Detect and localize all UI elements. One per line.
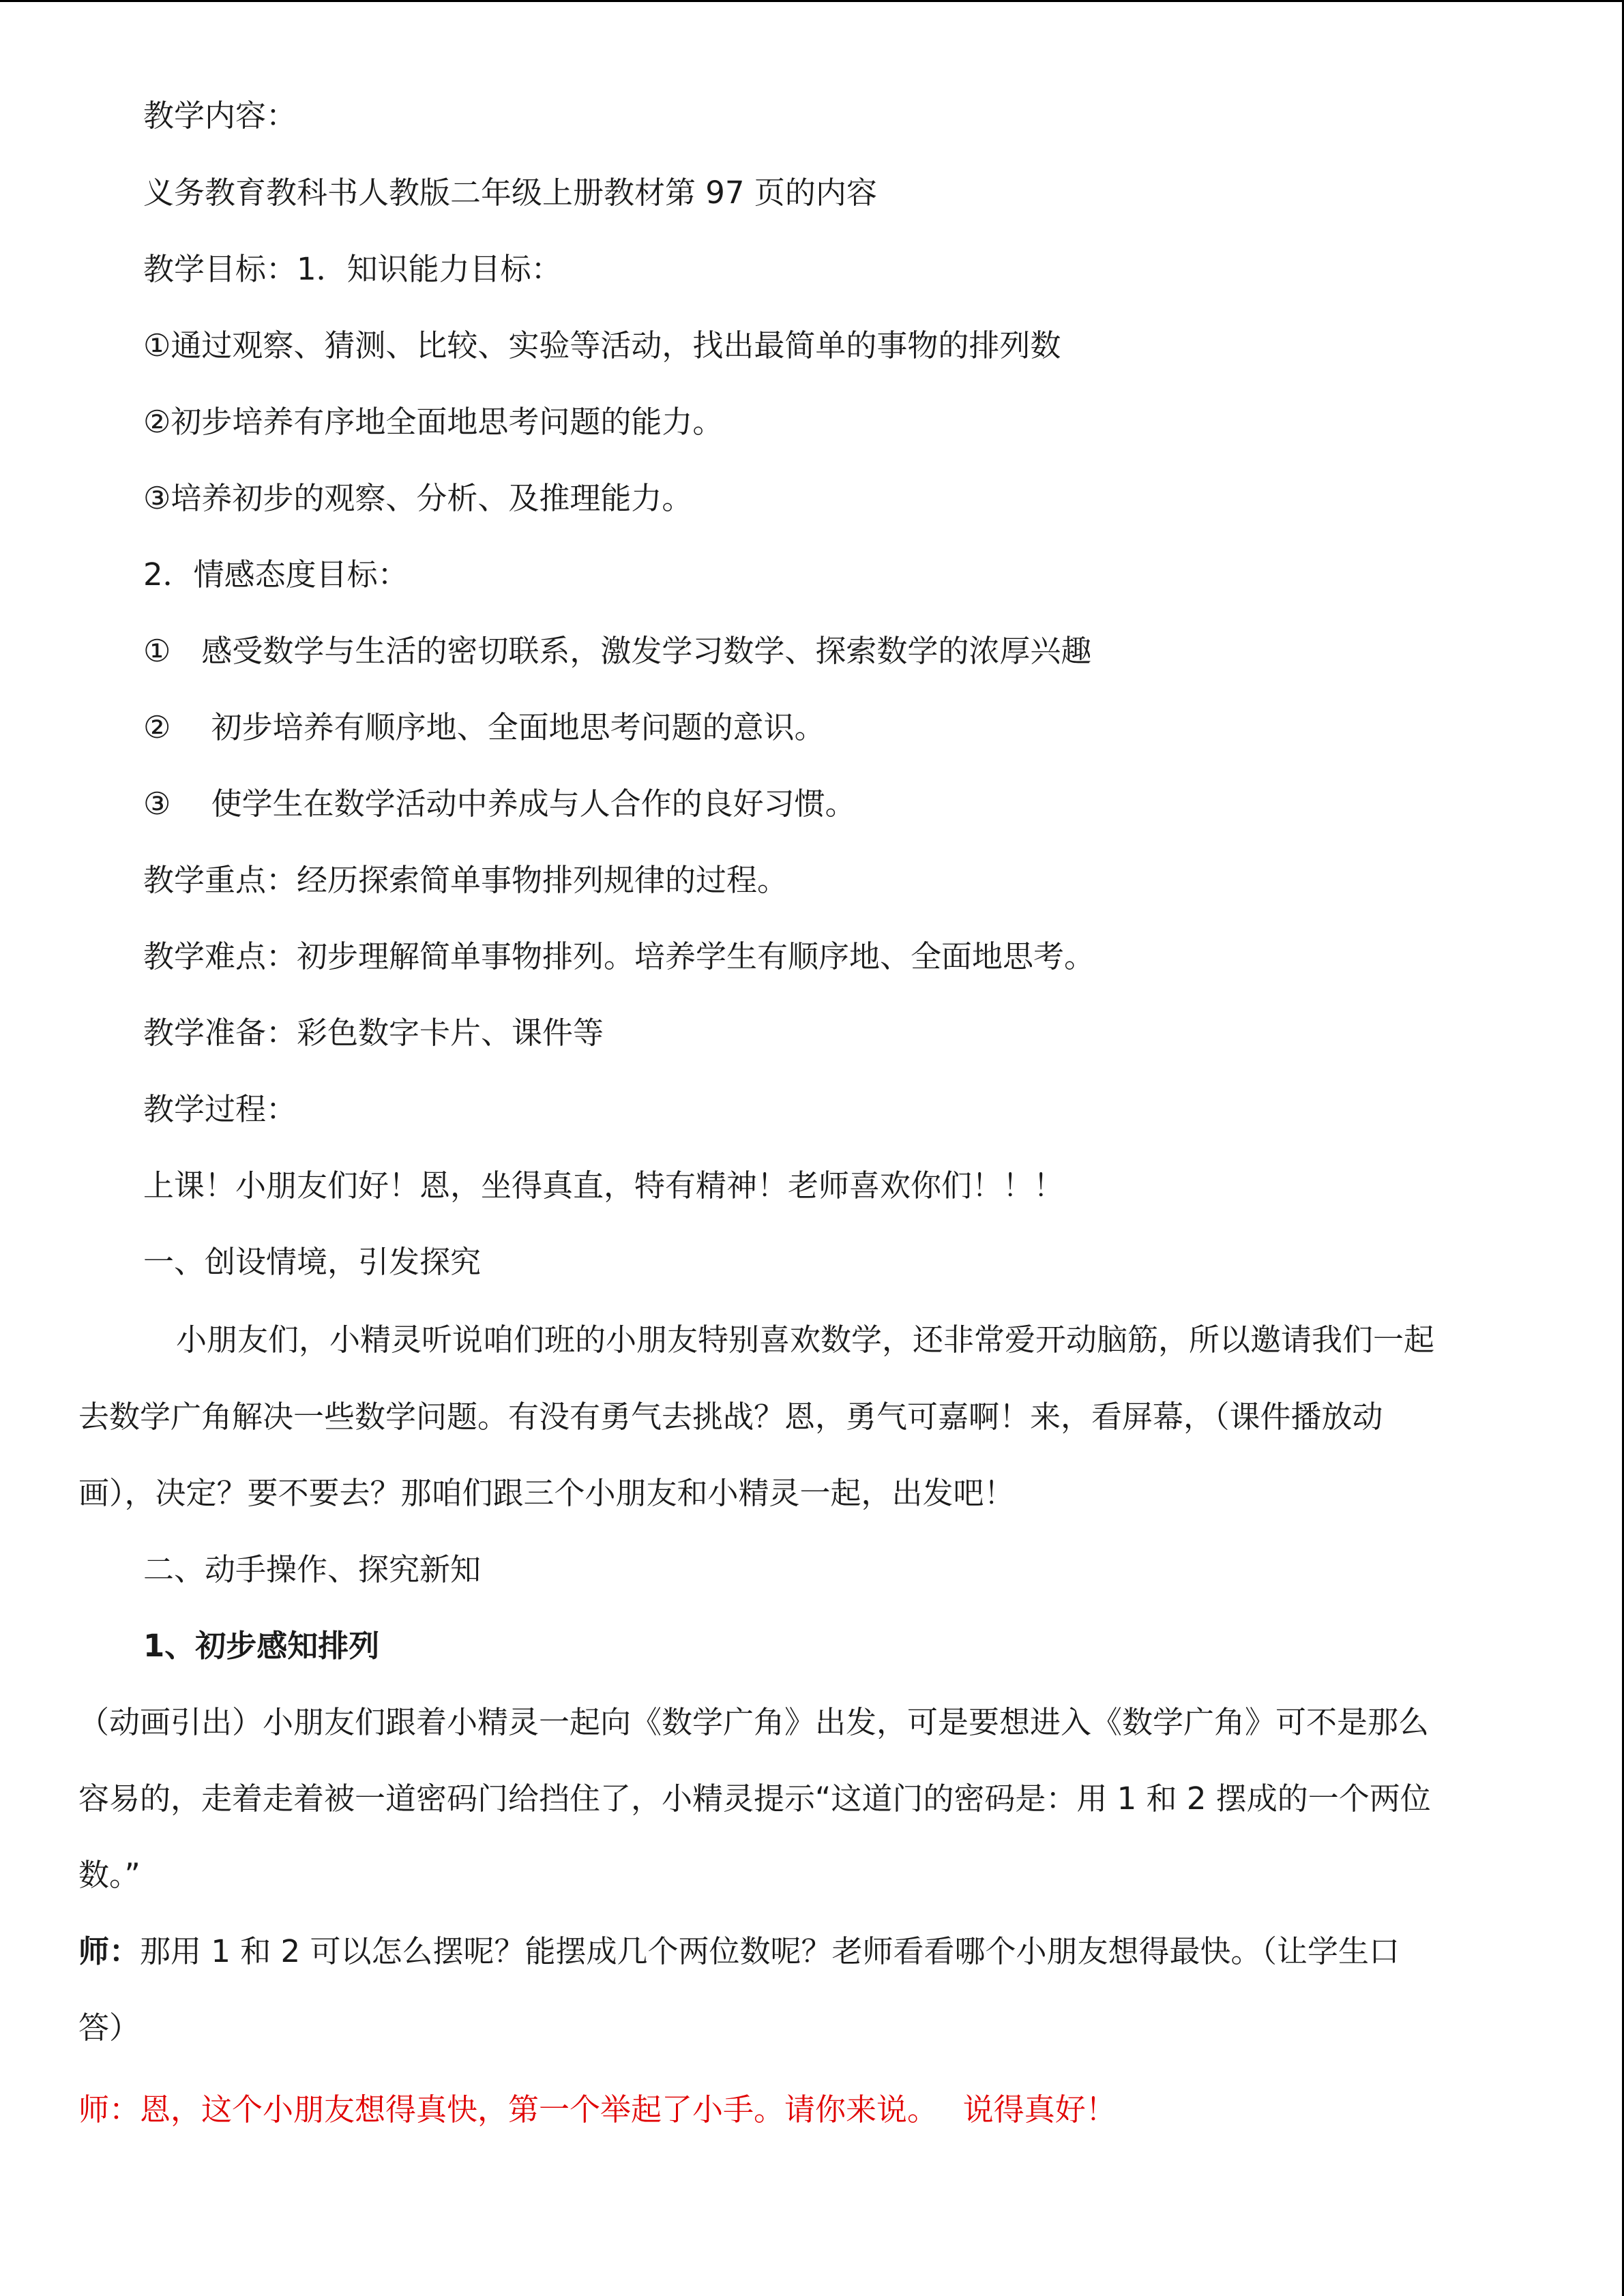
animation-paragraph-line-3: 数。” [78,1857,141,1893]
teaching-difficulty: 教学难点：初步理解简单事物排列。培养学生有顺序地、全面地思考。 [143,938,1095,974]
class-greeting: 上课！小朋友们好！恩，坐得真直，特有精神！老师喜欢你们！！！ [143,1167,1065,1204]
animation-paragraph-line-2: 容易的，走着走着被一道密码门给挡住了，小精灵提示“这道门的密码是：用 1 和 2 摆成的一个两位 [78,1780,1431,1817]
section-2-title: 二、动手操作、探究新知 [143,1551,482,1587]
teaching-preparation: 教学准备：彩色数字卡片、课件等 [143,1015,604,1051]
heading-teaching-content: 教学内容： [143,98,297,134]
subsection-1-title: 1、初步感知排列 [143,1628,380,1664]
heading-teaching-process: 教学过程： [143,1091,297,1127]
emotional-item-1: ① 感受数学与生活的密切联系，激发学习数学、探索数学的浓厚兴趣 [143,633,1092,669]
section-1-title: 一、创设情境，引发探究 [143,1244,482,1280]
teacher-question-line-1 [78,1931,1400,1972]
intro-paragraph-line-1: 小朋友们，小精灵听说咱们班的小朋友特别喜欢数学，还非常爱开动脑筋，所以邀请我们一起 [176,1322,1435,1358]
teacher-question-line-2: 答） [78,2010,141,2046]
animation-paragraph-line-1: （动画引出）小朋友们跟着小精灵一起向《数学广角》出发，可是要想进入《数学广角》可不是那么 [78,1704,1430,1740]
teaching-key-point: 教学重点：经历探索简单事物排列规律的过程。 [143,862,788,898]
emotional-item-3: ③ 使学生在数学活动中养成与人合作的良好习惯。 [143,786,856,822]
teacher-label: 师： [78,1933,141,1969]
intro-paragraph-line-2: 去数学广角解决一些数学问题。有没有勇气去挑战？恩，勇气可嘉啊！来，看屏幕，（课件播放动 [78,1399,1383,1435]
teacher-response-highlight: 师：恩，这个小朋友想得真快，第一个举起了小手。请你来说。 说得真好！ [78,2091,1117,2128]
teacher-question-text: 那用 1 和 2 可以怎么摆呢？能摆成几个两位数呢？老师看看哪个小朋友想得最快。（让学生口 [140,1933,1400,1969]
heading-emotional-goals: 2．情感态度目标： [143,556,409,593]
goal-item-2: ②初步培养有序地全面地思考问题的能力。 [143,404,724,440]
textbook-reference: 义务教育教科书人教版二年级上册教材第 97 页的内容 [143,175,877,211]
heading-teaching-goals: 教学目标：1．知识能力目标： [143,251,562,287]
goal-item-3: ③培养初步的观察、分析、及推理能力。 [143,480,693,516]
intro-paragraph-line-3: 画），决定？要不要去？那咱们跟三个小朋友和小精灵一起，出发吧！ [78,1475,1015,1511]
emotional-item-2: ② 初步培养有顺序地、全面地思考问题的意识。 [143,709,825,745]
goal-item-1: ①通过观察、猜测、比较、实验等活动，找出最简单的事物的排列数 [143,327,1061,363]
